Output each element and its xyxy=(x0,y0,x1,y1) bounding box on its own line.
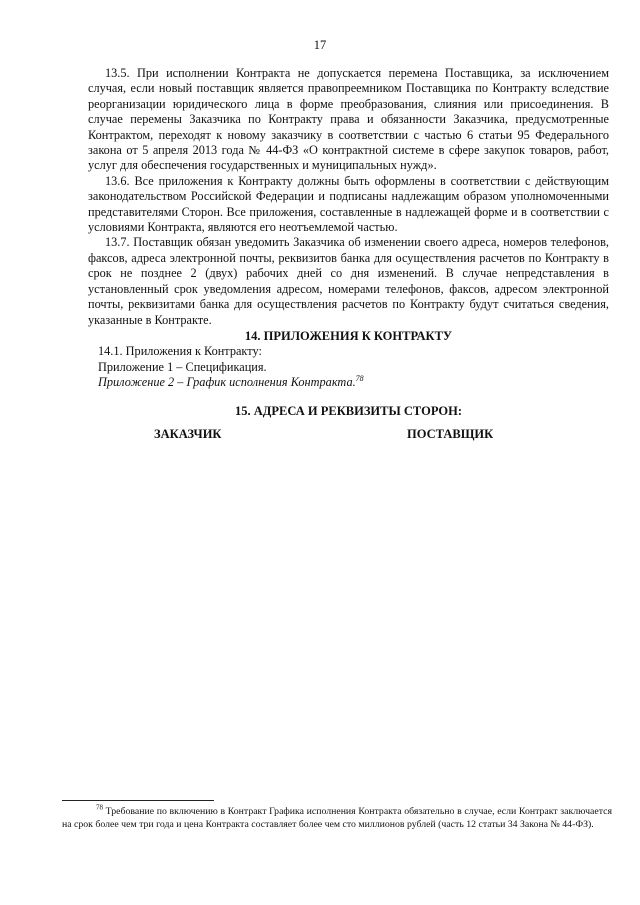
page-number: 17 xyxy=(313,38,327,52)
appendix-2-text: Приложение 2 – График исполнения Контракта. xyxy=(98,375,356,390)
footnote-reference: 78 xyxy=(355,374,364,384)
document-body xyxy=(88,66,609,419)
section-14-heading: 14. ПРИЛОЖЕНИЯ К КОНТРАКТУ xyxy=(244,328,453,343)
paragraph-13-5: 13.5. При исполнении Контракта не допускается перемена Поставщика, за исключением случая, если новый поставщик является правопреемником Поставщика по Контракту вследствие реорганизации юридического лица в форме преобразования, слияния или присоединения. В случае перемены Заказчика по Контракту права и обязанности Заказчика, предусмотренные Контрактом, переходят к новому заказчику в соответствии с частью 6 статьи 95 Федерального закона от 5 апреля 2013 года № 44-ФЗ «О контрактной системе в сфере закупок товаров, работ, услуг для обеспечения государственных и муниципальных нужд». xyxy=(88,66,609,173)
footnote-divider xyxy=(62,800,214,801)
footnote-number: 78 xyxy=(96,803,103,812)
appendix-2-item xyxy=(88,375,609,390)
footnote-text: Требование по включению в Контракт Графика исполнения Контракта обязательно в случае, если Контракт заключается на срок более чем три года и цена Контракта составляет более чем сто миллионов рублей (часть 12 статьи 34 Закона № 44-ФЗ). xyxy=(62,806,613,831)
customer-label: ЗАКАЗЧИК xyxy=(154,427,222,441)
supplier-label: ПОСТАВЩИК xyxy=(407,427,494,441)
appendix-1-item: Приложение 1 – Спецификация. xyxy=(98,359,267,374)
section-15-heading: 15. АДРЕСА И РЕКВИЗИТЫ СТОРОН: xyxy=(234,403,462,418)
footnote xyxy=(62,805,612,832)
appendix-list-intro: 14.1. Приложения к Контракту: xyxy=(98,344,262,359)
paragraph-13-6: 13.6. Все приложения к Контракту должны быть оформлены в соответствии с действующим законодательством Российской Федерации и подписаны надлежащим образом уполномоченными представителями Сторон. Все приложения, составленные в надлежащей форме и в соответствии с условиями Контракта, являются его неотъемлемой частью. xyxy=(88,173,609,235)
paragraph-13-7: 13.7. Поставщик обязан уведомить Заказчика об изменении своего адреса, номеров телефонов, факсов, адреса электронной почты, реквизитов банка для осуществления расчетов по Контракту в срок не позднее 2 (двух) рабочих дней со дня изменений. В случае непредставления в установленный срок уведомления адресом, номерами телефонов, факсов, адресом электронной почты, реквизитами банка для осуществления расчетов по Контракту будут считаться сведения, указанные в Контракте. xyxy=(88,235,609,327)
